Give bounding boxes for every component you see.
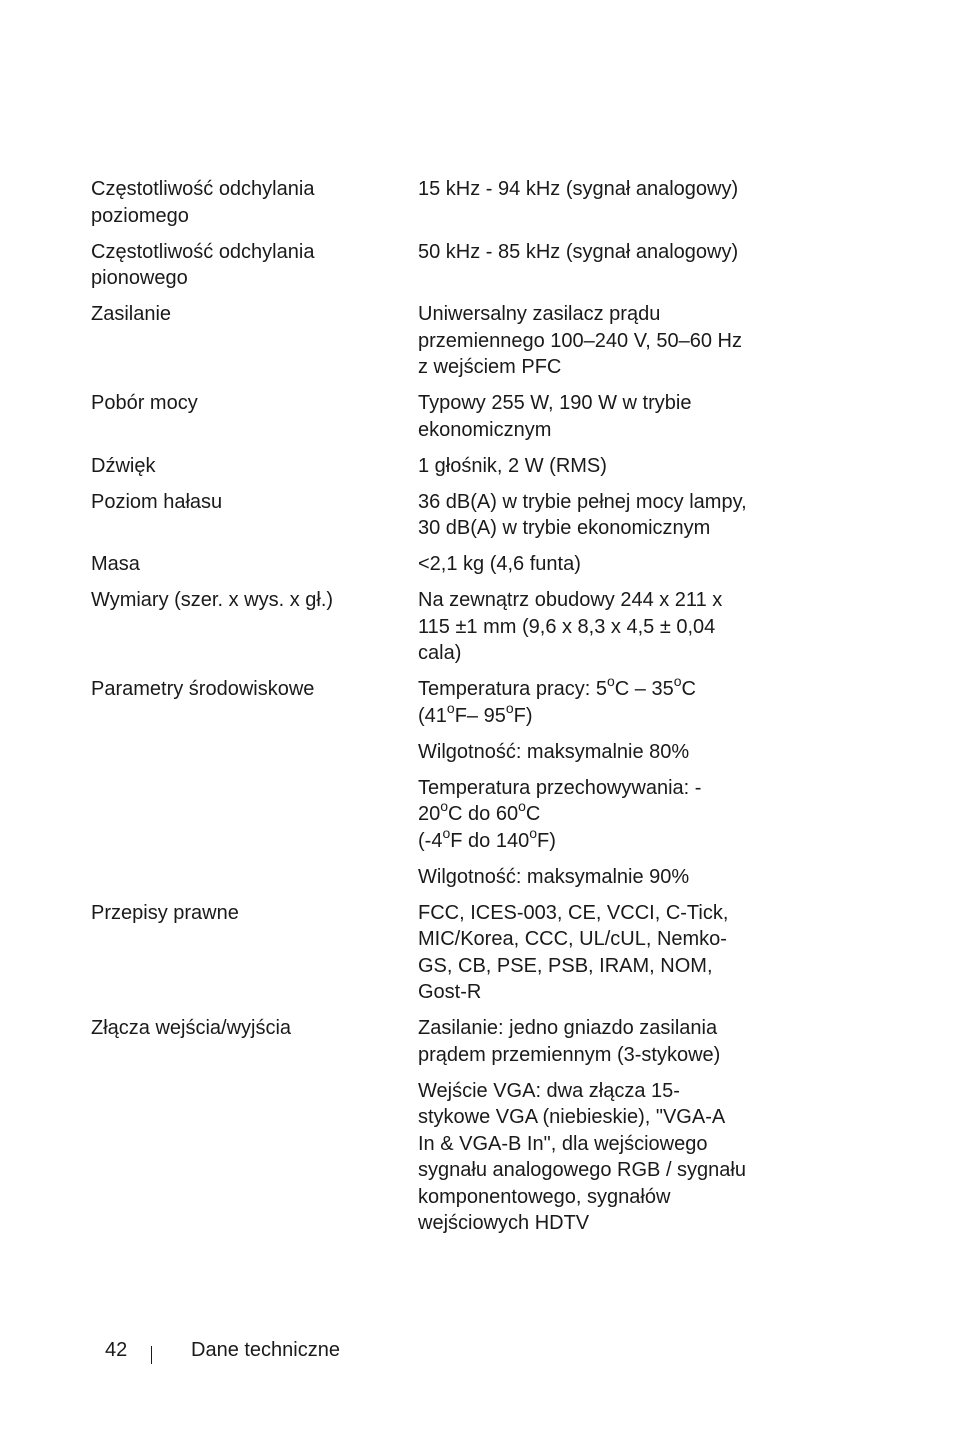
spec-label: Poziom hałasu — [91, 490, 223, 513]
spec-label-empty — [91, 739, 418, 766]
spec-label: Złącza wejścia/wyjścia — [91, 1017, 292, 1039]
spec-row-horizontal-frequency — [91, 176, 791, 229]
spec-label-empty — [91, 864, 418, 891]
spec-value: 15 kHz - 94 kHz (sygnał analogowy) — [418, 178, 739, 200]
spec-row-noise-level — [91, 489, 791, 542]
spec-value — [418, 673, 778, 729]
spec-label: Pobór mocy — [91, 392, 198, 414]
spec-label-empty — [91, 775, 418, 855]
spec-row-power-supply — [91, 301, 791, 381]
spec-value: 36 dB(A) w trybie pełnej mocy lampy, 30 dB(A) w trybie ekonomicznym — [418, 490, 747, 539]
spec-row-audio — [91, 453, 791, 480]
spec-row-io-vga — [91, 1078, 791, 1237]
spec-label: Wymiary (szer. x wys. x gł.) — [91, 589, 334, 611]
footer-divider — [151, 1346, 152, 1364]
spec-value: Zasilanie: jedno gniazdo zasilania prądem przemiennym (3-stykowe) — [418, 1017, 721, 1066]
page-number: 42 — [105, 1339, 128, 1361]
spec-row-io-power — [91, 1015, 791, 1068]
spec-value: 50 kHz - 85 kHz (sygnał analogowy) — [418, 240, 739, 263]
spec-table — [91, 176, 791, 1246]
spec-label: Przepisy prawne — [91, 901, 239, 924]
spec-row-humidity-operating — [91, 739, 791, 766]
spec-value: Wilgotność: maksymalnie 90% — [418, 865, 690, 888]
spec-row-regulatory — [91, 900, 791, 1006]
spec-row-dimensions — [91, 587, 791, 667]
spec-value: Typowy 255 W, 190 W w trybie ekonomicznym — [418, 392, 692, 441]
spec-value: Na zewnątrz obudowy 244 x 211 x 115 ±1 mm (9,6 x 8,3 x 4,5 ± 0,04 cala) — [418, 589, 723, 664]
spec-value: Wejście VGA: dwa złącza 15- stykowe VGA (niebieskie), "VGA-A In & VGA-B In", dla wejściowego sygnału analogowego RGB / sygnału komponentowego, sygnałów wejściowych HDTV — [418, 1079, 746, 1234]
spec-value: 1 głośnik, 2 W (RMS) — [418, 454, 607, 477]
spec-row-power-consumption — [91, 390, 791, 443]
spec-value: <2,1 kg (4,6 funta) — [418, 553, 581, 575]
spec-value: Temperatura przechowywania: - 20$^o$C do 60$^o$C (-4$^o$F do 140$^o$F) — [418, 775, 778, 855]
spec-row-humidity-storage — [91, 864, 791, 891]
spec-row-vertical-frequency — [91, 239, 791, 292]
spec-value: Uniwersalny zasilacz prądu przemiennego 100–240 V, 50–60 Hz z wejściem PFC — [418, 303, 742, 378]
spec-label-empty — [91, 1078, 418, 1237]
storage-temp-fahrenheit: (-4$^o$F do 140$^o$F) — [418, 824, 556, 852]
storage-temp-celsius: 20$^o$C do 60$^o$C — [418, 798, 541, 825]
operating-temp-fahrenheit: (41$^o$F– 95$^o$F) — [418, 699, 533, 727]
spec-row-weight — [91, 551, 791, 578]
spec-label: Częstotliwość odchylania pionowego — [91, 240, 315, 289]
spec-value: Wilgotność: maksymalnie 80% — [418, 740, 690, 763]
section-title: Dane techniczne — [191, 1339, 340, 1361]
spec-row-storage-temp — [91, 775, 791, 855]
spec-label: Częstotliwość odchylania poziomego — [91, 178, 315, 227]
spec-label: Zasilanie — [91, 303, 172, 325]
spec-label: Masa — [91, 553, 140, 575]
operating-temp-celsius: Temperatura pracy: 5$^o$C – 35$^o$C — [418, 673, 696, 700]
spec-row-environmental — [91, 673, 791, 729]
spec-label: Parametry środowiskowe — [91, 678, 315, 700]
spec-label: Dźwięk — [91, 454, 156, 477]
spec-value: FCC, ICES-003, CE, VCCI, C-Tick, MIC/Korea, CCC, UL/cUL, Nemko- GS, CB, PSE, PSB, IRAM, NOM, Gost-R — [418, 901, 729, 1003]
page-footer — [0, 1337, 954, 1367]
